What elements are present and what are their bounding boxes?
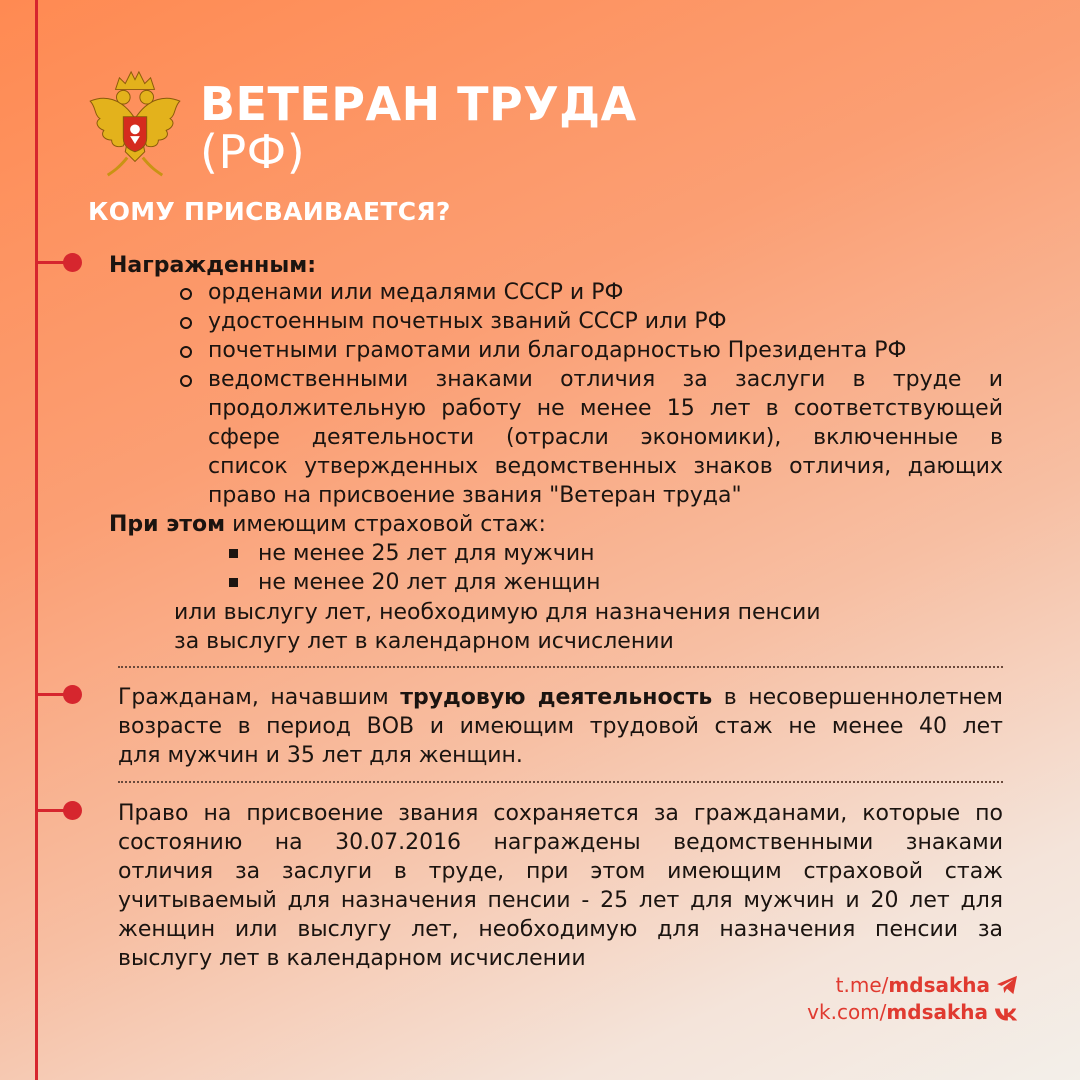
link-prefix: vk.com/ <box>807 1000 887 1024</box>
list-item: удостоенным почетных званий СССР или РФ <box>208 309 727 334</box>
section2-line <box>118 683 1003 712</box>
link-prefix: t.me/ <box>835 973 889 997</box>
section2-line: возрасте в период ВОВ и имеющим трудовой стаж не менее 40 лет <box>118 714 1003 739</box>
circle-bullet-icon <box>180 317 192 329</box>
link-handle: mdsakha <box>888 973 990 997</box>
telegram-icon <box>996 975 1018 995</box>
condition-note-bold: При этом <box>109 512 226 537</box>
condition-note-text: имеющим страховой стаж: <box>225 512 546 537</box>
list-item-line: ведомственными знаками отличия за заслуги в труде и <box>208 367 1003 392</box>
list-item: почетными грамотами или благодарностью Президента РФ <box>208 338 907 363</box>
timeline-dot <box>63 685 82 704</box>
dotted-divider <box>118 781 1003 783</box>
title-line1: ВЕТЕРАН ТРУДА <box>200 77 637 131</box>
page-title <box>200 77 637 179</box>
page-subtitle: КОМУ ПРИСВАИВАЕТСЯ? <box>88 197 451 226</box>
circle-bullet-icon <box>180 375 192 387</box>
section3-line: Право на присвоение звания сохраняется за гражданами, которые по <box>118 801 1003 826</box>
sub-list-item: не менее 20 лет для женщин <box>258 570 601 595</box>
alternative-line: за выслугу лет в календарном исчислении <box>174 629 674 654</box>
social-links <box>807 972 1018 1026</box>
section2-text: Гражданам, начавшим <box>118 685 401 710</box>
section3-line: женщин или выслугу лет, необходимую для назначения пенсии за <box>118 917 1003 942</box>
section3-line: выслугу лет в календарном исчислении <box>118 946 586 971</box>
timeline-dot <box>63 253 82 272</box>
title-line2: (РФ) <box>200 125 306 179</box>
timeline-dot <box>63 801 82 820</box>
alternative-line: или выслугу лет, необходимую для назначения пенсии <box>174 600 821 625</box>
section3-line: отличия за заслуги в труде, при этом имеющим страховой стаж <box>118 859 1003 884</box>
circle-bullet-icon <box>180 346 192 358</box>
list-item-line: право на присвоение звания "Ветеран труда" <box>208 483 742 508</box>
sub-list-item: не менее 25 лет для мужчин <box>258 541 595 566</box>
list-item-line: сфере деятельности (отрасли экономики), включенные в <box>208 425 1003 450</box>
section2-line: для мужчин и 35 лет для женщин. <box>118 743 523 768</box>
condition-note <box>109 510 546 539</box>
vk-link[interactable] <box>807 999 1018 1026</box>
link-handle: mdsakha <box>886 1000 988 1024</box>
section2-text: в несовершеннолетнем <box>712 685 1004 710</box>
telegram-link[interactable] <box>807 972 1018 999</box>
list-item: орденами или медалями СССР и РФ <box>208 280 624 305</box>
section3-line: состоянию на 30.07.2016 награждены ведомственными знаками <box>118 830 1003 855</box>
section1-label: Награжденным: <box>109 253 317 278</box>
circle-bullet-icon <box>180 288 192 300</box>
list-item-line: продолжительную работу не менее 15 лет в соответствующей <box>208 396 1003 421</box>
square-bullet-icon <box>229 549 238 558</box>
timeline-line <box>35 0 38 1080</box>
square-bullet-icon <box>229 578 238 587</box>
list-item-line: список утвержденных ведомственных знаков отличия, дающих <box>208 454 1003 479</box>
section3-line: учитываемый для назначения пенсии - 25 лет для мужчин и 20 лет для <box>118 888 1003 913</box>
vk-icon <box>994 1006 1018 1022</box>
section2-bold: трудовую деятельность <box>400 685 713 710</box>
dotted-divider <box>118 666 1003 668</box>
coat-of-arms-icon <box>86 68 184 180</box>
